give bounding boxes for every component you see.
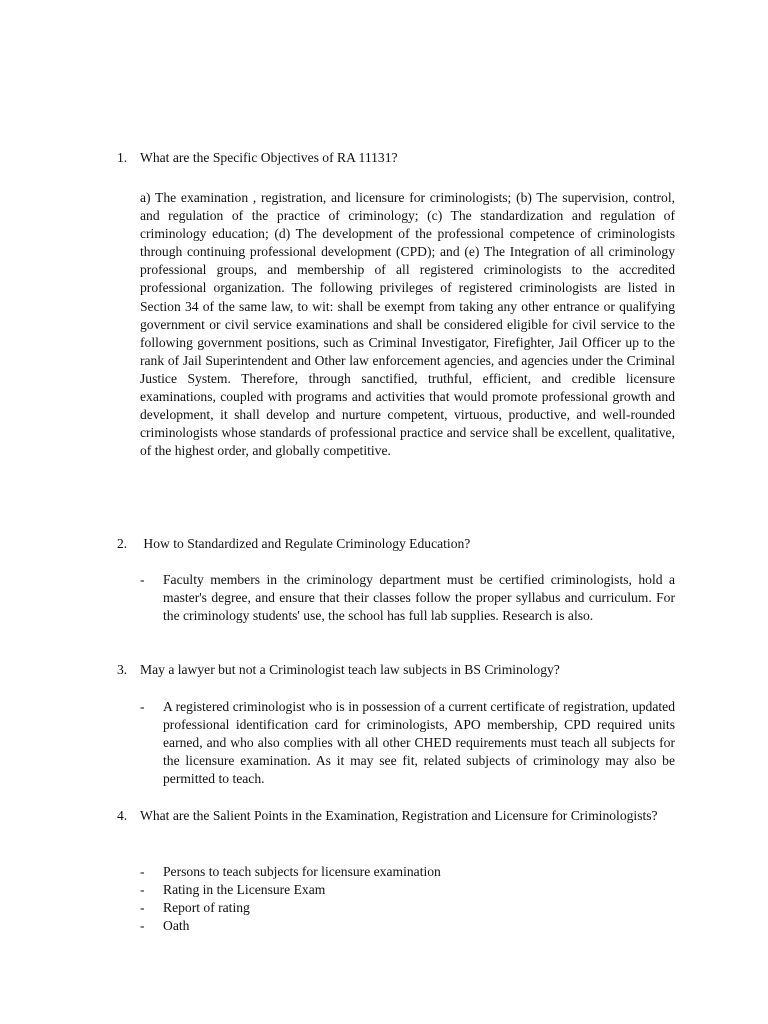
question-number: 3.	[117, 662, 128, 677]
answer-2	[140, 571, 675, 625]
dash-marker: -	[140, 900, 145, 916]
answer-1: a) The examination , registration, and licensure for criminologists; (b) The supervision, control, and regulation of the practice of criminology; (c) The standardization and regulation of criminology education; (d) The development of the professional competence of criminologists through continuing professional development (CPD); and (e) The Integration of all criminology professional groups, and membership of all registered criminologists to the accredited professional organization. The following privileges of registered criminologists are listed in Section 34 of the same law, to wit: shall be exempt from taking any other entrance or qualifying government or civil service examinations and shall be considered eligible for civil service to the following government positions, such as Criminal Investigator, Firefighter, Jail Officer up to the rank of Jail Superintendent and Other law enforcement agencies, and agencies under the Criminal Justice System. Therefore, through sanctified, truthful, efficient, and credible licensure examinations, coupled with programs and activities that would promote professional growth and development, it shall develop and nurture competent, virtuous, productive, and well-rounded criminologists whose standards of professional practice and service shall be excellent, qualitative, of the highest order, and globally competitive.	[140, 190, 675, 459]
question-3	[117, 661, 675, 679]
question-text: What are the Salient Points in the Examination, Registration and Licensure for Criminologists?	[140, 808, 658, 823]
list-item-text: Report of rating	[163, 900, 250, 916]
list-item	[140, 899, 675, 917]
list-item	[140, 881, 675, 899]
dash-marker: -	[140, 882, 145, 898]
list-item-text: Persons to teach subjects for licensure examination	[163, 864, 441, 879]
question-number: 2.	[117, 536, 128, 551]
question-2	[117, 535, 675, 553]
answer-3	[140, 698, 675, 788]
answer-text: A registered criminologist who is in possession of a current certificate of registration, updated professional identification card for criminologists, APO membership, CPD required units earned, and who also complies with all other CHED requirements must teach all subjects for the licensure examination. As it may see fit, related subjects of criminology may also be permitted to teach.	[163, 699, 675, 787]
dash-marker: -	[140, 572, 145, 587]
list-item-text: Oath	[163, 918, 190, 934]
question-text: What are the Specific Objectives of RA 11131?	[140, 150, 398, 165]
list-item-text: Rating in the Licensure Exam	[163, 882, 326, 898]
list-item	[140, 863, 675, 881]
list-item	[140, 917, 675, 935]
dash-marker: -	[140, 864, 145, 879]
answer-text: Faculty members in the criminology department must be certified criminologists, hold a master's degree, and ensure that their classes follow the proper syllabus and curriculum. For the criminology students' use, the school has full lab supplies. Research is also.	[163, 572, 675, 624]
answer-4-list	[140, 863, 675, 935]
question-number: 1.	[117, 150, 128, 165]
dash-marker: -	[140, 699, 145, 714]
dash-marker: -	[140, 918, 145, 934]
question-1	[117, 149, 675, 167]
question-number: 4.	[117, 808, 128, 823]
question-4	[117, 807, 675, 825]
question-text: How to Standardized and Regulate Criminology Education?	[140, 536, 471, 551]
question-text: May a lawyer but not a Criminologist teach law subjects in BS Criminology?	[140, 662, 560, 677]
